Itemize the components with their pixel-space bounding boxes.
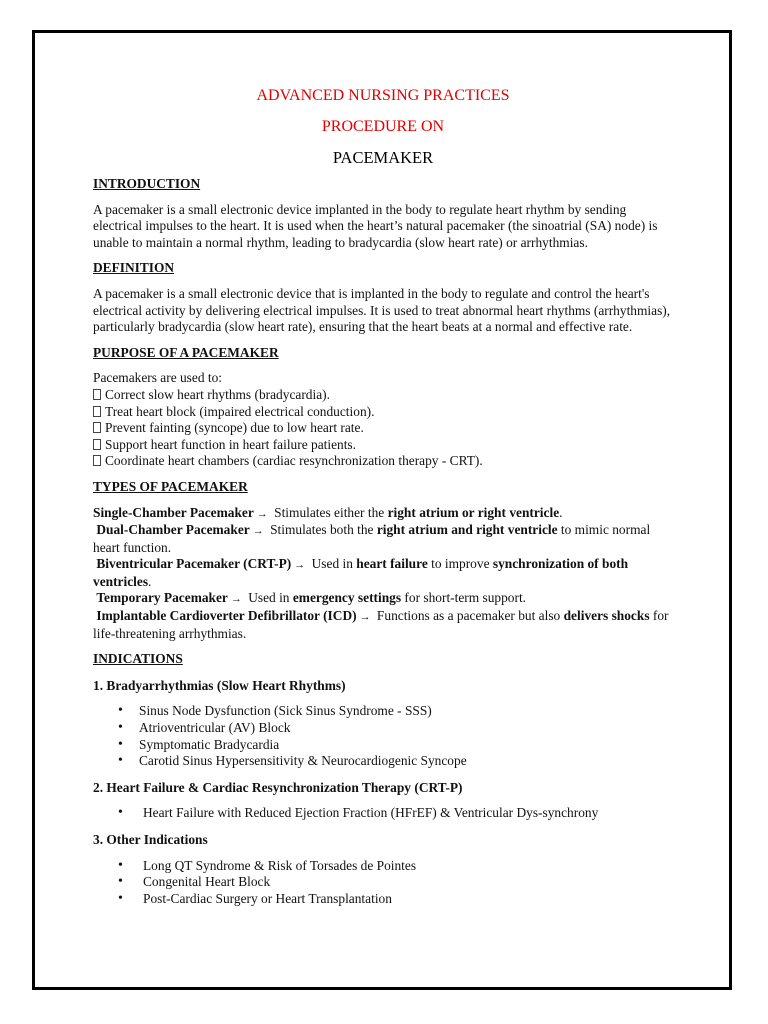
indications-heading: INDICATIONS xyxy=(93,651,183,667)
doc-title-line1: ADVANCED NURSING PRACTICES xyxy=(256,87,510,104)
indication-list xyxy=(93,805,673,822)
list-item: • Sinus Node Dysfunction (Sick Sinus Syndrome - SSS) xyxy=(139,703,673,720)
missing-glyph-icon xyxy=(93,439,101,450)
indication-list xyxy=(93,703,673,769)
list-item: • Symptomatic Bradycardia xyxy=(139,737,673,754)
introduction-heading: INTRODUCTION xyxy=(93,176,201,191)
type-dual-chamber: Dual-Chamber Pacemaker → Stimulates both the right atrium and right ventricle to mimic normal heart function. xyxy=(93,522,651,555)
purpose-item: Support heart function in heart failure patients. xyxy=(93,437,673,454)
list-item: • Heart Failure with Reduced Ejection Fraction (HFrEF) & Ventricular Dys-synchrony xyxy=(143,805,673,822)
arrow-right-icon: → xyxy=(252,525,264,538)
indication-group-title: 2. Heart Failure & Cardiac Resynchronization Therapy (CRT-P) xyxy=(93,779,463,795)
doc-title-line2: PROCEDURE ON xyxy=(321,118,445,135)
purpose-item: Treat heart block (impaired electrical conduction). xyxy=(93,404,673,421)
purpose-heading: PURPOSE OF A PACEMAKER xyxy=(93,344,279,360)
types-list xyxy=(93,505,673,643)
purpose-list xyxy=(93,370,673,470)
indication-group-title: 1. Bradyarrhythmias (Slow Heart Rhythms) xyxy=(93,677,346,693)
missing-glyph-icon xyxy=(93,406,101,417)
list-item: • Long QT Syndrome & Risk of Torsades de Pointes xyxy=(143,858,673,875)
purpose-intro: Pacemakers are used to: xyxy=(93,370,223,386)
missing-glyph-icon xyxy=(93,455,101,466)
arrow-right-icon: → xyxy=(359,611,371,624)
type-icd: Implantable Cardioverter Defibrillator (ICD) → Functions as a pacemaker but also delivers shocks for life-threatening arrhythmias. xyxy=(93,608,669,641)
arrow-right-icon: → xyxy=(256,507,268,520)
type-biventricular: Biventricular Pacemaker (CRT-P) → Used in heart failure to improve synchronization of both ventricles. xyxy=(93,556,629,589)
list-item: • Congenital Heart Block xyxy=(143,874,673,891)
indication-group-title: 3. Other Indications xyxy=(93,832,208,847)
purpose-item: Correct slow heart rhythms (bradycardia). xyxy=(93,387,673,404)
document-body xyxy=(93,86,673,916)
purpose-item: Prevent fainting (syncope) due to low heart rate. xyxy=(93,420,673,437)
missing-glyph-icon xyxy=(93,389,101,400)
introduction-text: A pacemaker is a small electronic device implanted in the body to regulate heart rhythm by sending electrical impulses to the heart. It is used when the heart’s natural pacemaker (the sinoatrial (SA) node) is unable to maintain a normal rhythm, leading to bradycardia (slow heart rate) or arrhythmias. xyxy=(93,201,658,250)
type-single-chamber: Single-Chamber Pacemaker → Stimulates either the right atrium or right ventricle. xyxy=(93,504,563,520)
doc-title-line3: PACEMAKER xyxy=(332,148,434,167)
missing-glyph-icon xyxy=(93,422,101,433)
type-temporary: Temporary Pacemaker → Used in emergency settings for short-term support. xyxy=(96,590,527,606)
list-item: • Carotid Sinus Hypersensitivity & Neurocardiogenic Syncope xyxy=(139,753,673,770)
list-item: • Post-Cardiac Surgery or Heart Transplantation xyxy=(143,891,673,908)
list-item: • Atrioventricular (AV) Block xyxy=(139,720,673,737)
indication-list xyxy=(93,858,673,908)
definition-heading: DEFINITION xyxy=(93,260,175,276)
types-heading: TYPES OF PACEMAKER xyxy=(93,478,248,494)
arrow-right-icon: → xyxy=(294,559,306,572)
definition-text: A pacemaker is a small electronic device that is implanted in the body to regulate and control the heart's electrical activity by delivering electrical impulses. It is used to treat abnormal heart rhythms (arrhythmias), particularly bradycardia (slow heart rate), ensuring that the heart beats at a normal and effective rate. xyxy=(93,285,671,335)
purpose-item: Coordinate heart chambers (cardiac resynchronization therapy - CRT). xyxy=(93,453,673,470)
arrow-right-icon: → xyxy=(230,593,242,606)
